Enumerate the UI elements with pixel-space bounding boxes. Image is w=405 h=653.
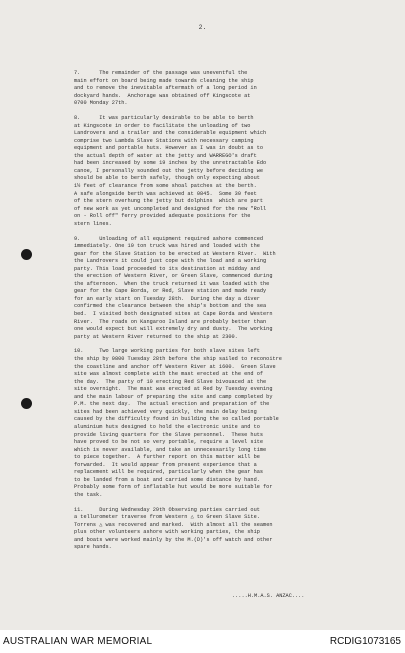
text-line: forwarded. It would appear from present experience that a — [74, 461, 257, 468]
text-line: 11. During Wednesday 29th Observing parties carried out — [74, 506, 260, 513]
text-line: sites had been achieved very quickly, the main delay being — [74, 408, 257, 415]
text-line: River. The roads on Kangaroo Island are probably better than — [74, 318, 267, 325]
paragraph — [74, 507, 374, 552]
text-line: at Kingscote in order to facilitate the unloading of two — [74, 122, 251, 129]
text-line: comprise two Lambda Slave Stations with necessary camping — [74, 137, 254, 144]
text-line: have proved to be not so very portable, require a level site — [74, 439, 264, 446]
text-line: replacement will be required, particularly when the gear has — [74, 469, 264, 476]
text-line: for an early start on Tuesday 28th. During the day a diver — [74, 295, 260, 302]
paragraph — [74, 115, 374, 228]
text-line: one would expect but will extremely dry and dusty. The working — [74, 326, 273, 333]
text-line: the afternoon. When the truck returned it was loaded with the — [74, 280, 270, 287]
text-line: 7. The remainder of the passage was uneventful the — [74, 70, 248, 76]
text-line: site overnight. The mast was erected at Red by Tuesday evening — [74, 386, 273, 393]
text-line: site was almost complete with the mast erected at the end of — [74, 371, 264, 378]
text-line: should be able to berth safely, though only expecting about — [74, 175, 260, 182]
text-line: and to remove the inevitable aftermath of a long period in — [74, 85, 257, 92]
text-line: the day. The party of 10 erecting Red Slave bivouaced at the — [74, 378, 267, 385]
text-line: confirmed the clearance between the ship's bottom and the sea — [74, 303, 267, 310]
text-line: Landrovers and a trailer and the considerable equipment which — [74, 130, 267, 137]
text-line: of new work as yet uncompleted and designed for the new "Roll — [74, 205, 267, 212]
text-line: A safe alongside berth was achieved at 0845. Some 30 feet — [74, 190, 257, 197]
text-line: party. This load proceeded to its destination at midday and — [74, 265, 260, 272]
text-line: caused by the difficulty found in building the so called portable — [74, 416, 279, 423]
text-line: and the main labour of preparing the site and camp completed by — [74, 393, 273, 400]
text-line: equipment and portable huts. However as I was in doubt as to — [74, 145, 264, 152]
text-line: of the stern overhung the jetty but dolphins which are part — [74, 198, 264, 205]
text-line: the task. — [74, 491, 103, 498]
archive-footer — [0, 630, 405, 653]
text-line: on - Roll off" ferry provided adequate positions for the — [74, 213, 251, 220]
text-line: main effort on board being made towards cleaning the ship — [74, 77, 254, 84]
punch-hole-icon — [21, 249, 32, 260]
archive-reference: RCDIG1073165 — [329, 636, 401, 647]
text-line: 0700 Monday 27th. — [74, 100, 128, 107]
text-line: Torrens △ was recovered and marked. With almost all the seamen — [74, 521, 273, 528]
text-line: a tellurometer traverse from Western △ to Green Slave Site. — [74, 514, 260, 521]
text-line: Probably some form of inflatable hut would be more suitable for — [74, 484, 273, 491]
text-line: 8. It was particularly desirable to be able to berth — [74, 115, 254, 122]
text-line: the Landrovers it could just cope with the load and a working — [74, 258, 267, 265]
text-line: gear for the Slave Station to be erected at Western River. With — [74, 250, 276, 257]
punch-hole-icon — [21, 398, 32, 409]
archive-name: AUSTRALIAN WAR MEMORIAL — [3, 636, 153, 647]
text-line: to piece together. A further report on this matter will be — [74, 454, 260, 461]
text-line: immediately. One 10 ton truck was hired and loaded with the — [74, 243, 260, 250]
page-number: 2. — [198, 24, 207, 31]
text-line: stern lines. — [74, 220, 112, 227]
text-line: to be landed from a boat and carried some distance by hand. — [74, 476, 260, 483]
text-line: P.M. the next day. The actual erection and preparation of the — [74, 401, 270, 408]
paragraph — [74, 348, 374, 499]
document-body — [74, 70, 374, 559]
text-line: had been increased by some 19 inches by the unretractable Edo — [74, 160, 267, 167]
text-line: gear for the Cape Borda, or Red, Slave station and made ready — [74, 288, 267, 295]
text-line: 1½ feet of clearance from some shoal patches at the berth. — [74, 182, 257, 189]
text-line: plus other volunteers ashore with working parties, the ship — [74, 529, 260, 536]
text-line: dockyard hands. Anchorage was obtained off Kingscote at — [74, 92, 251, 99]
text-line: party at Western River returned to the ship at 2300. — [74, 333, 238, 340]
text-line: which is never available, and take an unnecessarily long time — [74, 446, 267, 453]
text-line: the ship by 0800 Tuesday 28th before the ship sailed to reconoitre — [74, 356, 282, 363]
text-line: the actual depth of water at the jetty and WARREGO's draft — [74, 152, 257, 159]
signoff: .....H.M.A.S. ANZAC.... — [232, 593, 305, 599]
text-line: the erection of Western River, or Green Slave, commenced during — [74, 273, 273, 280]
text-line: canoe, I personally sounded out the jetty before deciding we — [74, 167, 264, 174]
paragraph — [74, 70, 374, 108]
paragraph — [74, 236, 374, 342]
text-line: provide living quarters for the Slave personnel. These huts — [74, 431, 264, 438]
text-line: bed. I visited both designated sites at Cape Borda and Western — [74, 311, 273, 317]
text-line: spare hands. — [74, 544, 112, 551]
text-line: and boats were worked mainly by the M.(D)'s off watch and other — [74, 536, 273, 543]
text-line: the coastline and anchor off Western River at 1600. Green Slave — [74, 363, 276, 370]
text-line: 9. Unloading of all equipment required ashore commenced — [74, 235, 264, 242]
text-line: aluminium huts designed to hold the electronic unite and to — [74, 423, 260, 430]
text-line: 10. Two large working parties for both slave sites left — [74, 348, 260, 355]
